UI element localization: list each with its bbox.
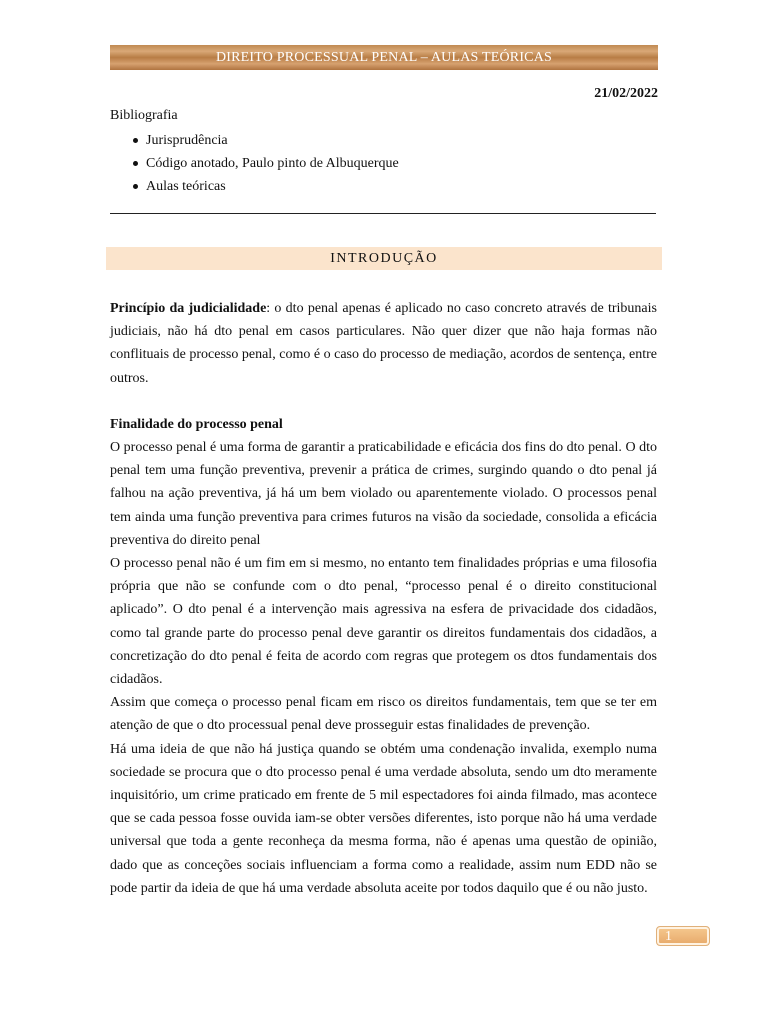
principle-term: Princípio da judicialidade xyxy=(110,301,267,316)
principle-text: : o dto penal apenas é aplicado no caso concreto através de tribunais judiciais, não há dto penal em casos particulares. Não quer dizer que não haja formas não conflituais de processo penal, como é o caso do processo de mediação, acordos de sentença, entre outros. xyxy=(110,301,657,386)
bibliography-title: Bibliografia xyxy=(110,108,178,123)
finality-paragraph: O processo penal não é um fim em si mesmo, no entanto tem finalidades próprias e uma filosofia própria que não se confunde com o dto penal, “processo penal é o direito constitucional aplicado”. O dto penal é a intervenção mais agressiva na esfera de privacidade dos cidadãos, como tal grande parte do processo penal deve garantir os direitos fundamentais dos cidadãos, a concretização do dto penal é feita de acordo com regras que protegem os dtos fundamentais dos cidadãos. xyxy=(110,556,657,688)
bibliography-item: Aulas teóricas xyxy=(110,175,399,198)
finality-paragraph: O processo penal é uma forma de garantir a praticabilidade e eficácia dos fins do dto penal. O dto penal tem uma função preventiva, prevenir a prática de crimes, surgindo quando o dto penal já falhou na ação preventiva, já há um bem violado ou aparentemente violado. O processos penal tem ainda uma função preventiva para crimes futuros na visão da sociedade, consolida a eficácia preventiva do direito penal xyxy=(110,440,657,548)
document-header-bar xyxy=(110,45,658,70)
principle-paragraph xyxy=(110,297,657,390)
bibliography-item: Jurisprudência xyxy=(110,129,399,152)
lecture-date: 21/02/2022 xyxy=(594,86,658,101)
horizontal-divider xyxy=(110,213,656,214)
finality-paragraph: Assim que começa o processo penal ficam em risco os direitos fundamentais, tem que se ter em atenção de que o dto processual penal deve prosseguir estas finalidades de prevenção. xyxy=(110,695,657,734)
document-header-title: DIREITO PROCESSUAL PENAL – AULAS TEÓRICAS xyxy=(215,49,553,65)
bibliography-list xyxy=(110,129,399,198)
document-body xyxy=(110,297,657,900)
section-title: INTRODUÇÃO xyxy=(330,250,438,266)
bibliography-item: Código anotado, Paulo pinto de Albuquerque xyxy=(110,152,399,175)
finality-heading: Finalidade do processo penal xyxy=(110,416,283,432)
section-heading-bar xyxy=(106,247,662,270)
finality-paragraph: Há uma ideia de que não há justiça quando se obtém uma condenação invalida, exemplo numa sociedade se procura que o dto processo penal é uma verdade absoluta, sendo um dto meramente inquisitório, um crime praticado em frente de 5 mil espectadores foi ainda filmado, mas acontece que se cada pessoa fosse ouvida iam-se obter versões diferentes, isto porque não há uma verdade universal que toda a gente reconheça da mesma forma, não é apenas uma questão de opinião, dado que as conceções sociais influenciam a forma como a realidade, assim num EDD não se pode partir da ideia de que há uma verdade absoluta aceite por todos daquilo que é ou não justo. xyxy=(110,741,657,896)
page-number-badge: 1 xyxy=(656,926,710,946)
